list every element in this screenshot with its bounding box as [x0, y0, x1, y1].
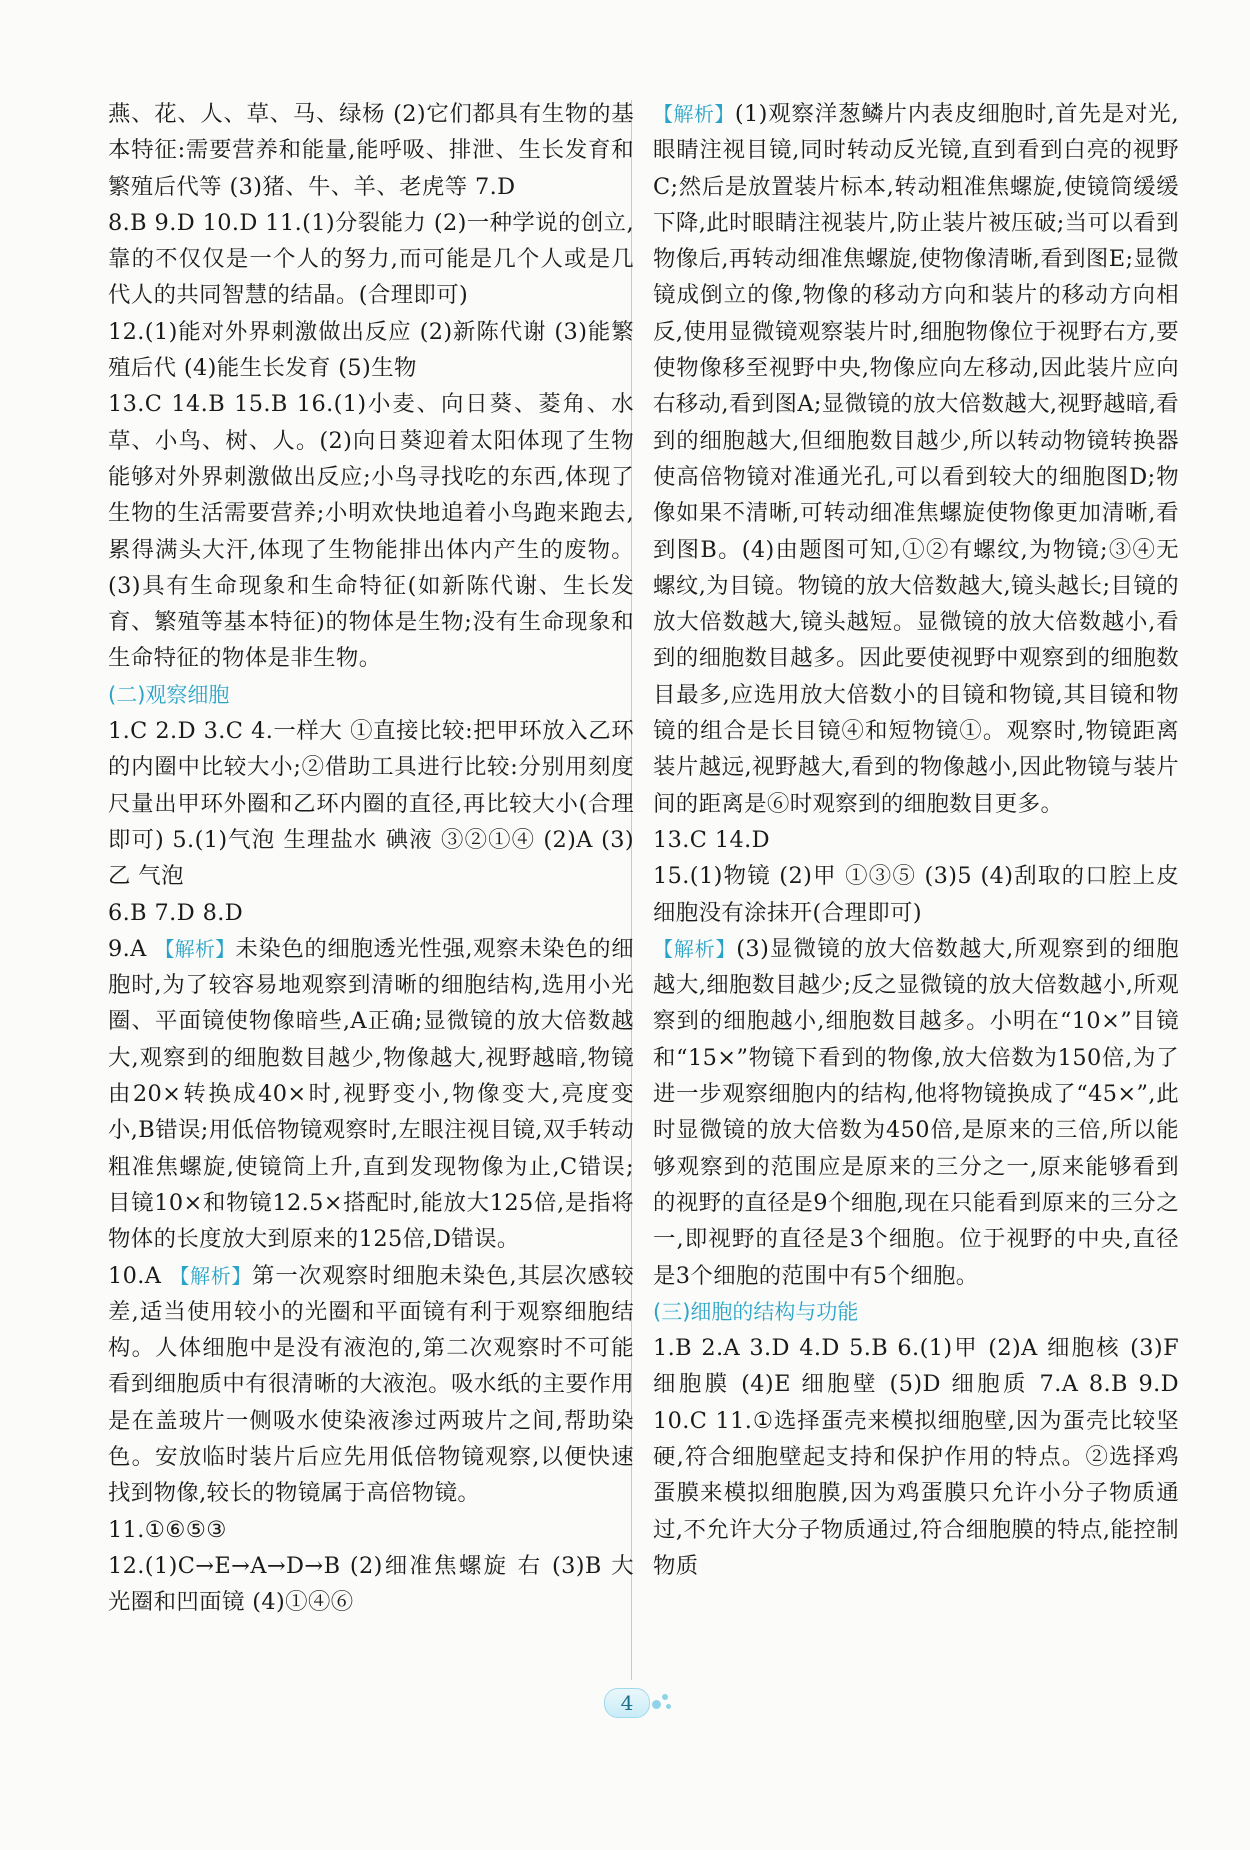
answer-number: 9.A — [108, 935, 155, 962]
answer-q12: 12.(1)C→E→A→D→B (2)细准焦螺旋 右 (3)B 大光圈和凹面镜 (4)①④⑥ — [108, 1552, 634, 1616]
page-number: 4 — [604, 1688, 650, 1718]
section-heading-cell-structure: (三)细胞的结构与功能 — [653, 1299, 859, 1324]
analysis-paragraph — [653, 96, 1179, 822]
analysis-text: 未染色的细胞透光性强,观察未染色的细胞时,为了较容易地观察到清晰的细胞结构,选用小光圈、平面镜使物像暗些,A正确;显微镜的放大倍数越大,观察到的细胞数目越少,物像越大,视野越暗,物镜由20×转换成40×时,视野变小,物像变大,亮度变小,B错误;用低倍物镜观察时,左眼注视目镜,双手转动粗准焦螺旋,使镜筒上升,直到发现物像为止,C错误;目镜10×和物镜12.5×搭配时,能放大125倍,是指将物体的长度放大到原来的125倍,D错误。 — [108, 935, 634, 1253]
answer-paragraph: 13.C 14.B 15.B 16.(1)小麦、向日葵、菱角、水草、小鸟、树、人。(2)向日葵迎着太阳体现了生物能够对外界刺激做出反应;小鸟寻找吃的东西,体现了生物的生活需要营养;小明欢快地追着小鸟跑来跑去,累得满头大汗,体现了生物能排出体内产生的废物。(3)具有生命现象和生命特征(如新陈代谢、生长发育、繁殖等基本特征)的物体是生物;没有生命现象和生命特征的物体是非生物。 — [108, 391, 634, 672]
answer-q10 — [108, 1258, 634, 1512]
answer-q15: 15.(1)物镜 (2)甲 ①③⑤ (3)5 (4)刮取的口腔上皮细胞没有涂抹开(合理即可) — [653, 863, 1179, 926]
analysis-text: 第一次观察时细胞未染色,其层次感较差,适当使用较小的光圈和平面镜有利于观察细胞结构。人体细胞中是没有液泡的,第二次观察时不可能看到细胞质中有很清晰的大液泡。吸水纸的主要作用是在盖玻片一侧吸水使染液渗过两玻片之间,帮助染色。安放临时装片后应先用低倍物镜观察,以便快速找到物像,较长的物镜属于高倍物镜。 — [108, 1262, 634, 1507]
answer-q9 — [108, 931, 634, 1258]
analysis-text: (1)观察洋葱鳞片内表皮细胞时,首先是对光,眼睛注视目镜,同时转动反光镜,直到看到白亮的视野C;然后是放置装片标本,转动粗准焦螺旋,使镜筒缓缓下降,此时眼睛注视装片,防止装片被压破;当可以看到物像后,再转动细准焦螺旋,使物像清晰,看到图E;显微镜成倒立的像,物像的移动方向和装片的移动方向相反,使用显微镜观察装片时,细胞物像位于视野右方,要使物像移至视野中央,物像应向左移动,因此装片应向右移动,看到图A;显微镜的放大倍数越大,视野越暗,看到的细胞越大,但细胞数目越少,所以转动物镜转换器使高倍物镜对准通光孔,可以看到较大的细胞图D;物像如果不清晰,可转动细准焦螺旋使物像更加清晰,看到图B。(4)由题图可知,①②有螺纹,为物镜;③④无螺纹,为目镜。物镜的放大倍数越大,镜头越长;目镜的放大倍数越大,镜头越短。显微镜的放大倍数越小,看到的细胞数目越多。因此要使视野中观察到的细胞数目最多,应选用放大倍数小的目镜和物镜,其目镜和物镜的组合是长目镜④和短物镜①。观察时,物镜距离装片越远,视野越大,看到的物像越小,因此物镜与装片间的距离是⑥时观察到的细胞数目更多。 — [653, 101, 1179, 817]
answer-paragraph: 6.B 7.D 8.D — [108, 899, 244, 926]
section-heading-observe-cells: (二)观察细胞 — [108, 682, 230, 707]
left-column — [108, 96, 634, 1620]
analysis-tag: 【解析】 — [154, 936, 236, 961]
answer-paragraph: 12.(1)能对外界刺激做出反应 (2)新陈代谢 (3)能繁殖后代 (4)能生长发育 (5)生物 — [108, 318, 634, 382]
analysis-tag: 【解析】 — [169, 1263, 252, 1288]
answer-q13: 13.C 14.D — [653, 826, 771, 853]
analysis-text: (3)显微镜的放大倍数越大,所观察到的细胞越大,细胞数目越少;反之显微镜的放大倍数越小,所观察到的细胞越小,细胞数目越多。小明在“10×”目镜和“15×”物镜下看到的物像,放大倍数为150倍,为了进一步观察细胞内的结构,他将物镜换成了“45×”,此时显微镜的放大倍数为450倍,是原来的三倍,所以能够观察到的范围应是原来的三分之一,原来能够看到的视野的直径是9个细胞,现在只能看到原来的三分之一,即视野的直径是3个细胞。位于视野的中央,直径是3个细胞的范围中有5个细胞。 — [653, 935, 1180, 1289]
analysis-paragraph — [653, 931, 1179, 1294]
answer-paragraph: 1.C 2.D 3.C 4.一样大 ①直接比较:把甲环放入乙环的内圈中比较大小;②借助工具进行比较:分别用刻度尺量出甲环外圈和乙环内圈的直径,再比较大小(合理即可) 5.(1)气泡 生理盐水 碘液 ③②①④ (2)A (3)乙 气泡 — [108, 718, 634, 890]
answer-paragraph: 8.B 9.D 10.D 11.(1)分裂能力 (2)一种学说的创立,靠的不仅仅是一个人的努力,而可能是几个人或是几代人的共同智慧的结晶。(合理即可) — [108, 209, 634, 309]
answer-q11: 11.①⑥⑤③ — [108, 1516, 227, 1543]
right-column — [653, 96, 1179, 1584]
analysis-tag: 【解析】 — [653, 936, 737, 961]
answer-paragraph: 燕、花、人、草、马、绿杨 (2)它们都具有生物的基本特征:需要营养和能量,能呼吸、排泄、生长发育和繁殖后代等 (3)猪、牛、羊、老虎等 7.D — [108, 101, 634, 200]
analysis-tag: 【解析】 — [653, 102, 735, 126]
answer-paragraph: 1.B 2.A 3.D 4.D 5.B 6.(1)甲 (2)A 细胞核 (3)F 细胞膜 (4)E 细胞壁 (5)D 细胞质 7.A 8.B 9.D 10.C 11.①选择蛋壳来模拟细胞壁,因为蛋壳比较坚硬,符合细胞壁起支持和保护作用的特点。②选择鸡蛋膜来模拟细胞膜,因为鸡蛋膜只允许小分子物质通过,不允许大分子物质通过,符合细胞膜的特点,能控制物质 — [653, 1335, 1179, 1579]
answer-number: 10.A — [108, 1262, 170, 1289]
